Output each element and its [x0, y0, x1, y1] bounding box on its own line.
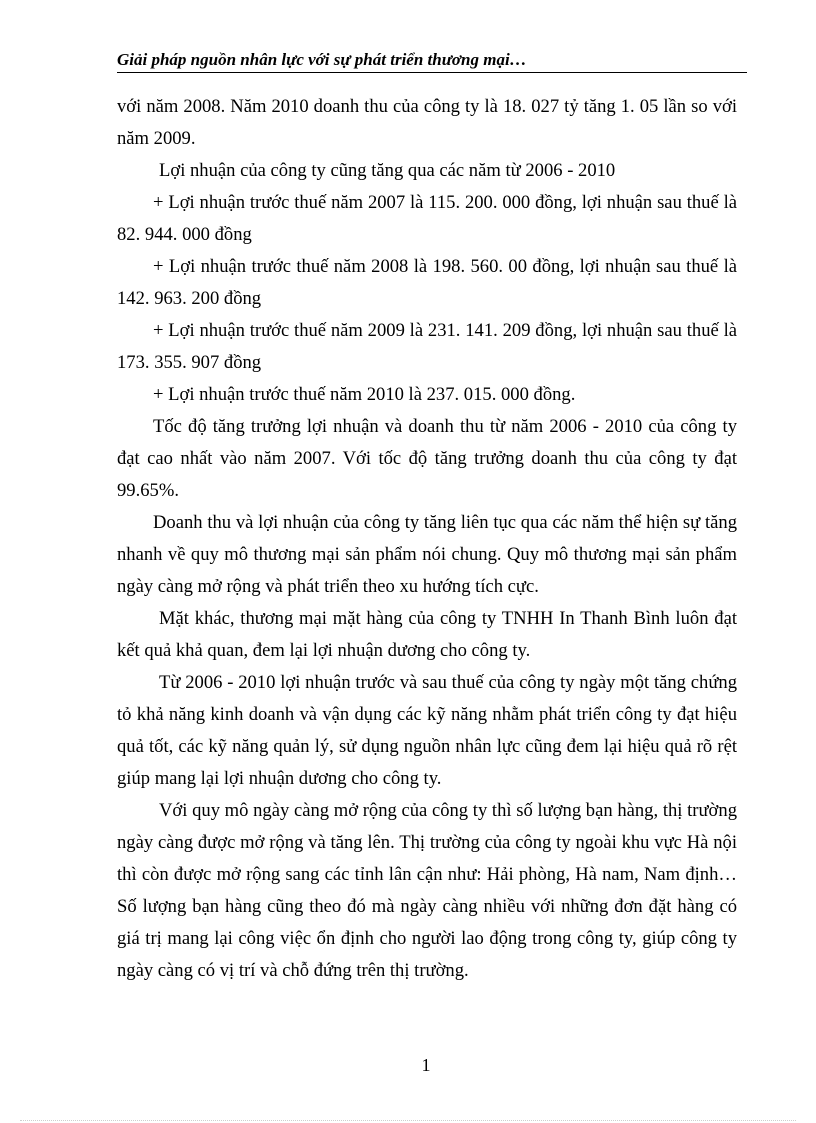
- paragraph-trade-results: Mặt khác, thương mại mặt hàng của công ty TNHH In Thanh Bình luôn đạt kết quả khả quan, đem lại lợi nhuận dương cho công ty.: [117, 608, 737, 661]
- paragraph-revenue-continued: với năm 2008. Năm 2010 doanh thu của công ty là 18. 027 tỷ tăng 1. 05 lần so với năm 2009.: [117, 96, 737, 149]
- page-bottom-divider: [20, 1120, 796, 1121]
- paragraph-growth-rate: Tốc độ tăng trưởng lợi nhuận và doanh thu từ năm 2006 - 2010 của công ty đạt cao nhất vào năm 2007. Với tốc độ tăng trưởng doanh thu của công ty đạt 99.65%.: [117, 416, 737, 501]
- paragraph-business-ability: Từ 2006 - 2010 lợi nhuận trước và sau thuế của công ty ngày một tăng chứng tỏ khả năng kinh doanh và vận dụng các kỹ năng nhằm phát triển công ty đạt hiệu quả tốt, các kỹ năng quản lý, sử dụng nguồn nhân lực cũng đem lại hiệu quả rõ rệt giúp mang lại lợi nhuận dương cho công ty.: [117, 672, 737, 789]
- running-header: Giải pháp nguồn nhân lực với sự phát triển thương mại…: [117, 50, 747, 73]
- body-text: [117, 91, 737, 987]
- paragraph-scale: Doanh thu và lợi nhuận của công ty tăng liên tục qua các năm thể hiện sự tăng nhanh về quy mô thương mại sản phẩm nói chung. Quy mô thương mại sản phẩm ngày càng mở rộng và phát triển theo xu hướng tích cực.: [117, 512, 737, 597]
- paragraph-profit-2010: + Lợi nhuận trước thuế năm 2010 là 237. 015. 000 đồng.: [153, 384, 576, 405]
- paragraph-profit-2009: + Lợi nhuận trước thuế năm 2009 là 231. 141. 209 đồng, lợi nhuận sau thuế là 173. 355. 907 đồng: [117, 320, 737, 373]
- page-number: 1: [421, 1055, 431, 1075]
- paragraph-market-expansion: Với quy mô ngày càng mở rộng của công ty thì số lượng bạn hàng, thị trường ngày càng được mở rộng và tăng lên. Thị trường của công ty ngoài khu vực Hà nội thì còn được mở rộng sang các tỉnh lân cận như: Hải phòng, Hà nam, Nam định… Số lượng bạn hàng cũng theo đó mà ngày càng nhiều với những đơn đặt hàng có giá trị mang lại công việc ổn định cho người lao động trong công ty, giúp công ty ngày càng có vị trí và chỗ đứng trên thị trường.: [117, 800, 737, 981]
- paragraph-profit-2007: + Lợi nhuận trước thuế năm 2007 là 115. 200. 000 đồng, lợi nhuận sau thuế là 82. 944. 000 đồng: [117, 192, 737, 245]
- paragraph-profit-2008: + Lợi nhuận trước thuế năm 2008 là 198. 560. 00 đồng, lợi nhuận sau thuế là 142. 963. 200 đồng: [117, 256, 737, 309]
- paragraph-profit-intro: Lợi nhuận của công ty cũng tăng qua các năm từ 2006 - 2010: [159, 160, 616, 181]
